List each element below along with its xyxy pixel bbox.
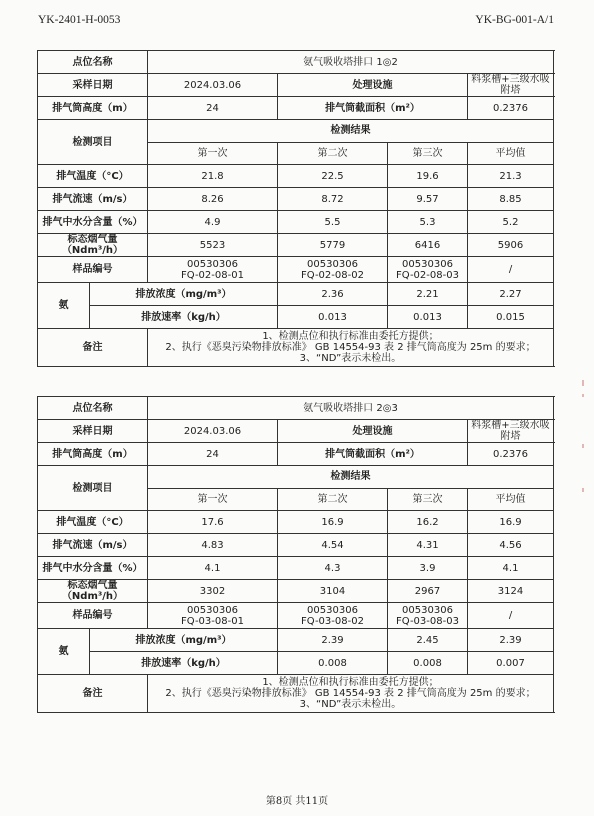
page-footer: 第8页 共11页	[265, 796, 329, 807]
moisture-row	[38, 211, 554, 234]
item-header: 检测项目	[38, 120, 148, 165]
stack-area-value: 0.2376	[468, 443, 554, 466]
exhaust-flow-label: 排气流速（m/s）	[38, 188, 148, 211]
std-flow-run2: 5779	[278, 234, 388, 257]
sample-id-suffix: FQ-02-08-01	[181, 269, 244, 281]
sample-id-suffix: FQ-02-08-03	[396, 269, 459, 281]
monitoring-table	[37, 396, 554, 713]
point-name-label: 点位名称	[38, 397, 148, 420]
facility-value: 料浆槽+三级水吸附塔	[468, 420, 554, 443]
remarks-label: 备注	[38, 329, 148, 367]
sample-id-3	[388, 603, 468, 629]
sample-id-suffix: FQ-03-08-01	[181, 615, 244, 627]
scan-mark	[582, 380, 584, 386]
moisture-label: 排气中水分含量（%）	[38, 211, 148, 234]
conc-label: 排放浓度（mg/m³）	[90, 629, 278, 652]
scan-mark	[582, 488, 584, 492]
sample-id-suffix: FQ-03-08-03	[396, 615, 459, 627]
remark-line: 2、执行《恶臭污染物排放标准》 GB 14554-93 表 2 排气筒高度为 25m 的要求；	[165, 342, 536, 353]
exhaust-flow-run2: 4.54	[278, 534, 388, 557]
item-header: 检测项目	[38, 466, 148, 511]
date-row	[38, 420, 554, 443]
std-flow-avg: 3124	[468, 580, 554, 603]
conc-run3: 2.27	[468, 283, 554, 306]
ammonia-label: 氨	[38, 629, 90, 675]
conc-row	[38, 283, 554, 306]
moisture-label: 排气中水分含量（%）	[38, 557, 148, 580]
sample-id-code: 00530306	[307, 258, 358, 270]
exhaust-temp-label: 排气温度（°C）	[38, 165, 148, 188]
rate-row	[38, 306, 554, 329]
exhaust-flow-run2: 8.72	[278, 188, 388, 211]
std-flow-run1: 5523	[148, 234, 278, 257]
stack-area-value: 0.2376	[468, 97, 554, 120]
remarks-text	[148, 329, 554, 367]
run2-header: 第二次	[278, 488, 388, 511]
rate-label: 排放速率（kg/h）	[90, 652, 278, 675]
exhaust-temp-label: 排气温度（°C）	[38, 511, 148, 534]
std-flow-run2: 3104	[278, 580, 388, 603]
std-flow-run3: 2967	[388, 580, 468, 603]
exhaust-temp-run1: 21.8	[148, 165, 278, 188]
avg-header: 平均值	[468, 488, 554, 511]
sample-id-suffix: FQ-02-08-02	[301, 269, 364, 281]
conc-row	[38, 629, 554, 652]
sample-no-label: 样品编号	[38, 257, 148, 283]
conc-run1: 2.36	[278, 283, 388, 306]
remarks-row	[38, 675, 554, 713]
stack-height-label: 排气筒高度（m）	[38, 443, 148, 466]
exhaust-flow-avg: 8.85	[468, 188, 554, 211]
conc-run2: 2.21	[388, 283, 468, 306]
exhaust-temp-avg: 21.3	[468, 165, 554, 188]
exhaust-temp-avg: 16.9	[468, 511, 554, 534]
stack-height-value: 24	[148, 443, 278, 466]
remark-line: 3、“ND”表示未检出。	[299, 353, 402, 364]
run3-header: 第三次	[388, 488, 468, 511]
sample-id-2	[278, 257, 388, 283]
point-name-value: 氨气吸收塔排口 1◎2	[148, 51, 554, 74]
moisture-run2: 5.5	[278, 211, 388, 234]
rate-run2: 0.013	[388, 306, 468, 329]
remarks-row	[38, 329, 554, 367]
moisture-avg: 4.1	[468, 557, 554, 580]
sample-id-code: 00530306	[307, 604, 358, 616]
exhaust-temp-row	[38, 165, 554, 188]
moisture-run3: 3.9	[388, 557, 468, 580]
facility-label: 处理设施	[278, 420, 468, 443]
std-flow-avg: 5906	[468, 234, 554, 257]
sample-row	[38, 603, 554, 629]
remark-line: 3、“ND”表示未检出。	[299, 699, 402, 710]
report-number: YK-2401-H-0053	[38, 14, 121, 26]
exhaust-flow-run3: 4.31	[388, 534, 468, 557]
sample-id-code: 00530306	[187, 604, 238, 616]
std-flow-row	[38, 234, 554, 257]
avg-header: 平均值	[468, 142, 554, 165]
results-header: 检测结果	[148, 466, 554, 489]
exhaust-flow-run1: 8.26	[148, 188, 278, 211]
conc-label: 排放浓度（mg/m³）	[90, 283, 278, 306]
stack-height-label: 排气筒高度（m）	[38, 97, 148, 120]
rate-label: 排放速率（kg/h）	[90, 306, 278, 329]
remark-line: 2、执行《恶臭污染物排放标准》 GB 14554-93 表 2 排气筒高度为 25m 的要求；	[165, 688, 536, 699]
conc-run2: 2.45	[388, 629, 468, 652]
height-row	[38, 443, 554, 466]
height-row	[38, 97, 554, 120]
moisture-run1: 4.9	[148, 211, 278, 234]
rate-run1: 0.008	[278, 652, 388, 675]
remarks-label: 备注	[38, 675, 148, 713]
run1-header: 第一次	[148, 142, 278, 165]
moisture-avg: 5.2	[468, 211, 554, 234]
facility-value: 料浆槽+三级水吸附塔	[468, 74, 554, 97]
run3-header: 第三次	[388, 142, 468, 165]
std-flow-label: 标态烟气量（Ndm³/h）	[38, 580, 148, 603]
exhaust-flow-run1: 4.83	[148, 534, 278, 557]
sample-id-2	[278, 603, 388, 629]
sample-id-code: 00530306	[187, 258, 238, 270]
results-header: 检测结果	[148, 120, 554, 143]
exhaust-flow-run3: 9.57	[388, 188, 468, 211]
moisture-run1: 4.1	[148, 557, 278, 580]
date-row	[38, 74, 554, 97]
results-header-row	[38, 120, 554, 143]
exhaust-temp-run1: 17.6	[148, 511, 278, 534]
moisture-row	[38, 557, 554, 580]
exhaust-flow-row	[38, 534, 554, 557]
sample-id-3	[388, 257, 468, 283]
sampling-date-value: 2024.03.06	[148, 74, 278, 97]
stack-area-label: 排气筒截面积（m²）	[278, 97, 468, 120]
exhaust-temp-run2: 22.5	[278, 165, 388, 188]
remark-line: 1、检测点位和执行标准由委托方提供；	[262, 677, 439, 688]
moisture-run2: 4.3	[278, 557, 388, 580]
sample-row	[38, 257, 554, 283]
stack-area-label: 排气筒截面积（m²）	[278, 443, 468, 466]
sample-id-code: 00530306	[402, 604, 453, 616]
run1-header: 第一次	[148, 488, 278, 511]
std-flow-run1: 3302	[148, 580, 278, 603]
sample-id-suffix: FQ-03-08-02	[301, 615, 364, 627]
exhaust-flow-label: 排气流速（m/s）	[38, 534, 148, 557]
exhaust-temp-run3: 16.2	[388, 511, 468, 534]
rate-run3: 0.015	[468, 306, 554, 329]
sample-avg: /	[468, 603, 554, 629]
sample-avg: /	[468, 257, 554, 283]
std-flow-row	[38, 580, 554, 603]
scan-mark	[582, 394, 584, 397]
remarks-text	[148, 675, 554, 713]
sample-no-label: 样品编号	[38, 603, 148, 629]
sample-id-code: 00530306	[402, 258, 453, 270]
point-row	[38, 397, 554, 420]
form-code: YK-BG-001-A/1	[475, 14, 554, 26]
sampling-date-label: 采样日期	[38, 420, 148, 443]
results-header-row	[38, 466, 554, 489]
conc-run1: 2.39	[278, 629, 388, 652]
exhaust-temp-run2: 16.9	[278, 511, 388, 534]
ammonia-label: 氨	[38, 283, 90, 329]
sample-id-1	[148, 603, 278, 629]
exhaust-flow-row	[38, 188, 554, 211]
std-flow-run3: 6416	[388, 234, 468, 257]
rate-run1: 0.013	[278, 306, 388, 329]
exhaust-temp-run3: 19.6	[388, 165, 468, 188]
std-flow-label: 标态烟气量（Ndm³/h）	[38, 234, 148, 257]
sample-id-1	[148, 257, 278, 283]
point-name-value: 氨气吸收塔排口 2◎3	[148, 397, 554, 420]
sampling-date-value: 2024.03.06	[148, 420, 278, 443]
rate-row	[38, 652, 554, 675]
stack-height-value: 24	[148, 97, 278, 120]
rate-run2: 0.008	[388, 652, 468, 675]
run2-header: 第二次	[278, 142, 388, 165]
point-row	[38, 51, 554, 74]
conc-run3: 2.39	[468, 629, 554, 652]
exhaust-temp-row	[38, 511, 554, 534]
monitoring-table	[37, 50, 554, 367]
rate-run3: 0.007	[468, 652, 554, 675]
exhaust-flow-avg: 4.56	[468, 534, 554, 557]
scan-mark	[582, 444, 584, 448]
remark-line: 1、检测点位和执行标准由委托方提供；	[262, 331, 439, 342]
point-name-label: 点位名称	[38, 51, 148, 74]
facility-label: 处理设施	[278, 74, 468, 97]
sampling-date-label: 采样日期	[38, 74, 148, 97]
moisture-run3: 5.3	[388, 211, 468, 234]
